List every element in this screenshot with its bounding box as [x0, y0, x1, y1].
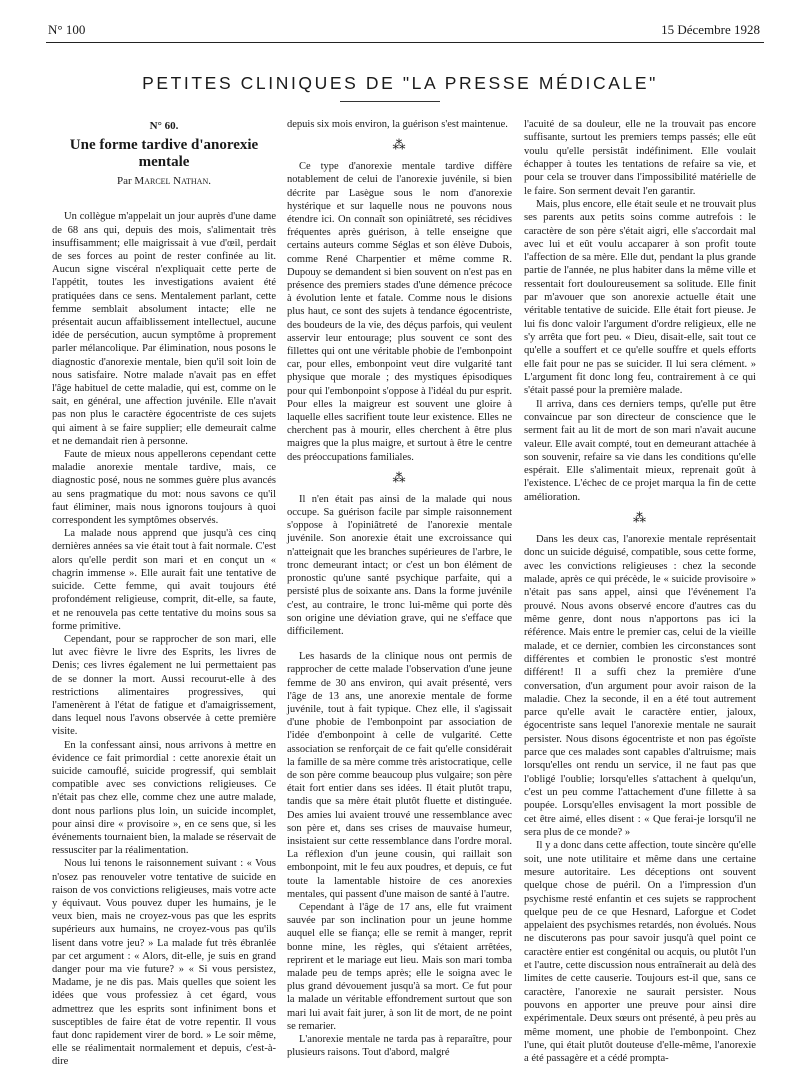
paragraph: Nous lui tenons le raisonnement suivant : « Vous n'osez pas renouveler votre tentative de suicide en raison de vos convictions religieuses, mais votre acte y équivaut. Vous pouvez duper les humains, je le veux bien, mais ne croyez-vous pas que les esprits supérieurs aux humains, ne croyez-vous pas qu'ils lisent dans votre jeu? » La malade fut très ébranlée par cet argument : « Alors, dit-elle, je suis en grand danger pour ma vie future? » « Si vous persistez, Madame, je ne dis pas. Mais quelles que soient les idées que vous professiez à cet égard, vous admettrez que les esprits sont infiniment bons et susceptibles de faire état de votre repentir. Il vous faut donc rapidement virer de bord. » Le soir même, elle se réalimentait normalement et depuis, c'est-à-dire [52, 858, 276, 1068]
article-number: N° 60. [149, 120, 179, 132]
column-3 [524, 118, 756, 1066]
column-1 [52, 118, 276, 1069]
paragraph: Faute de mieux nous appellerons cependant cette maladie anorexie mentale tardive, mais, ce diagnostic posé, nous ne sommes guère plus avancés au sens pragmatique du mot: nous savons ce qu'il faut éliminer, mais nous ignorons toujours à quoi correspondent les symptômes observés. [52, 449, 276, 527]
section-separator: ⁂ [392, 469, 407, 485]
paragraph: Cependant à l'âge de 17 ans, elle fut vraiment sauvée par son inclination pour un jeune homme auquel elle se fiança; elle se remit à manger, reprit bonne mine, les règles, qui s'étaient arrêtées, reprirent et le mariage eut lieu. Mais son mari tomba malade peu de temps après; elle le soigna avec le plus grand dévouement jusqu'à sa mort. Ce fut pour la malade un véritable effondrement surtout que son mari lui avait fait jurer, à son lit de mort, de ne point se remarier. [287, 901, 512, 1032]
paragraph: Les hasards de la clinique nous ont permis de rapprocher de cette malade l'observation d'une jeune femme de 30 ans environ, qui avait présenté, vers l'âge de 13 ans, une anorexie mentale de forme juvénile, tout à fait typique. Chez elle, il s'agissait d'une phobie de l'embonpoint par association de l'idée d'embonpoint à celle de vulgarité. Cette association se renforçait de ce fait qu'elle considérait la famille de sa mère comme très aristocratique, celle de son père comme beaucoup plus vulgaire; son père était fort entier dans ses idées. Il était plutôt trapu, tandis que sa mère était plutôt fluette et distinguée. Des amies lui avaient trouvé une ressemblance avec son père et, dans ses crises de mauvaise humeur, insistaient sur cette ressemblance dans l'ordre moral. La réflexion d'un jeune cousin, qui raillait son embonpoint, mit le feu aux poudres, et depuis, ce fut toute la lamentable histoire de ces anorexies mentales, qui passent d'une maison de santé à l'autre. [287, 651, 512, 900]
author-prefix: Par [117, 175, 132, 188]
banner-rule [340, 101, 440, 102]
paragraph: Cependant, pour se rapprocher de son mari, elle lut avec fièvre le livre des Esprits, les livres de Denis; ces livres également ne lui permettaient pas de se donner la mort. Aussi recourut-elle à des restrictions alimentaires progressives, qui l'amenèrent à l'état de fatigue et d'amaigrissement, dans lequel nous l'avons observée à cette première visite. [52, 633, 276, 738]
paragraph: Un collègue m'appelait un jour auprès d'une dame de 68 ans qui, depuis des mois, s'alimentait très insuffisamment; elle maigrissait à vue d'œil, perdait de ses forces au point de rester confinée au lit. Aucun signe viscéral n'expliquait cette perte de l'appétit, toutes les investigations avaient été pratiquées dans ce sens. Mentalement parlant, cette femme semblait absolument intacte; elle ne présentait aucun affaiblissement intellectuel, aucune idée de persécution, aucun symptôme à proprement parler mélancolique. Par élimination, nous posons le diagnostic d'anorexie mentale, bien qu'il soit loin de nous satisfaire. Notre malade n'avait pas en effet l'âge habituel de cette maladie, qui est, comme on le sait, en général, une affection juvénile. Elle n'avait pas non plus le caractère égocentriste de ces sujets qui aiment à se faire supplier; elle demeurait calme et ne demandait rien à personne. [52, 211, 276, 447]
author-name: Marcel Nathan. [134, 175, 211, 188]
paragraph: Dans les deux cas, l'anorexie mentale représentait donc un suicide déguisé, compatible, sous cette forme, avec les convictions religieuses : chez la seconde malade, après ce qui précède, le « suicide provisoire » n'était pas sans appel, ainsi que l'événement l'a prouvé. Nous avons observé encore d'autres cas du même genre, dont nous n'apportons pas ici la référence. Mais entre le premier cas, celui de la vieille malade, et ce dernier, combien les circonstances sont différentes et combien le pronostic s'est montré différent! Il a suffi chez la première d'une conversation, d'un argument pour avoir raison de la maladie. Chez la seconde, il en a été tout autrement parce qu'elle avait le caractère entier, jaloux, égocentriste sans lequel l'anorexie mentale ne saurait persister. Nous disons égocentriste et non pas égoïste parce que ces malades sont capables d'altruisme; mais lorsqu'elles ont rendu un service, il ne faut pas que l'obligé l'oublie; lorsqu'elles s'attachent à quelqu'un, c'est un peu comme l'attachement d'une fillette à sa poupée. Lorsqu'elles envisagent la mort possible de cet être aimé, elles disent : « Que ferai-je lorsqu'il ne sera plus de ce monde? » [524, 534, 756, 838]
paragraph: La malade nous apprend que jusqu'à ces cinq dernières années sa vie était tout à fait normale. C'est alors qu'elle perdit son mari et en conçut un « chagrin immense ». Elle aurait fait une tentative de suicide. Cette femme, qui avait toujours été profondément religieuse, comprit, dit-elle, sa faute, et ne renouvela pas cette tentative du moins sous sa forme primitive. [52, 528, 276, 632]
spacer [287, 638, 512, 650]
paragraph: Ce type d'anorexie mentale tardive diffère notablement de celui de l'anorexie juvénile, si bien décrite par Lasègue sous le nom d'anorexie hystérique et sur laquelle nous ne pouvons nous étendre ici. On connaît son opiniâtreté, ses récidives fréquentes après guérison, à telle enseigne que certains auteurs comme Séglas et son élève Dubois, comme René Charpentier et même comme R. Dupouy se demandent si bien souvent on n'est pas en présence des premiers stades d'une démence précoce à évolution lente et fatale. Comme nous le disions plus haut, ce sont des sujets à tendance égocentriste, des boudeurs de la vie, des déçus parfois, qui veulent asservir leur entourage; plus souvent ce sont des fillettes qui ont une véritable phobie de l'embonpoint car, pour elles, embonpoint veut dire vulgarité tant physique que morale ; des mystiques épisodiques pour qui l'embonpoint s'oppose à l'idéal du pur esprit. Pour elles la maigreur est souvent une gloire à laquelle elles sacrifient toute leur existence. Elles ne cherchent pas à mourir, elles cherchent à être plus maigres que la plus maigre, et surtout à être le centre des préoccupations familiales. [287, 161, 512, 463]
paragraph: Il y a donc dans cette affection, toute sincère qu'elle soit, une note utilitaire et même dans une certaine mesure autoritaire. Les déceptions ont souvent quelque chose de puéril. On a l'impression d'un psychisme resté enfantin et ces sujets se rapprochent quelque peu de ce que Hesnard, Laforgue et Codet appelaient des psychismes retardés, non évolués. Nous ne discuterons pas pour savoir jusqu'à quel point ce caractère entier est congénital ou acquis, ou plutôt l'un et l'autre, cette discussion nous entraînerait au delà des limites de cette causerie. Toujours est-il que, sans ce caractère, l'anorexie ne saurait persister. Nous pouvons en apporter une preuve pour ainsi dire expérimentale. Deux sœurs ont présenté, à peu près au même moment, une phobie de l'embonpoint. Chez l'une, qui était plutôt douteuse d'elle-même, l'anorexie a été passagère et a cédé prompta- [524, 840, 756, 1065]
section-separator: ⁂ [633, 510, 647, 526]
paragraph: En la confessant ainsi, nous arrivons à mettre en évidence ce fait primordial : cette anorexie était un suicide camouflé, suicide progressif, qui semblait compatible avec ses convictions religieuses. Ce n'était pas chez elle, comme chez une autre malade, dont nous parlions plus loin, un suicide incomplet, pour ainsi dire « provisoire », en ce sens que, si les événements tournaient bien, la malade se réservait de ressusciter par la réalimentation. [52, 739, 276, 857]
issue-date: 15 Décembre 1928 [661, 22, 760, 37]
top-rule [46, 42, 764, 43]
paragraph: depuis six mois environ, la guérison s'est maintenue. [287, 119, 508, 130]
article-title: Une forme tardive d'anorexie mentale [69, 137, 259, 171]
paragraph: l'acuité de sa douleur, elle ne la trouvait pas encore suffisante, surtout les premiers temps passés; elle eût voulu qu'elle persistât indéfiniment. Elle voulait échapper à toutes les tentations de refaire sa vie, et pour cela se trouver dans l'impossibilité matérielle de le faire. Son serment devait l'en garantir. [524, 119, 756, 197]
section-banner: PETITES CLINIQUES DE "LA PRESSE MÉDICALE" [142, 73, 658, 93]
paragraph: Mais, plus encore, elle était seule et ne trouvait plus ses parents aux petits soins comme autrefois : le caractère de son père s'était aigri, elle s'accordait mal avec lui et eût voulu accaparer à son profit toute l'affection de sa mère. Elle dut, pendant la plus grande partie de l'année, ne plus habiter dans la même ville et ressentait fort douloureusement sa solitude. Elle finit par m'avouer que son anorexie actuelle était une véritable tentative de suicide. Elle était fort pieuse. Je lui fis donc valoir l'argument d'ordre religieux, elle ne s'y arrêta que fort peu. « Dieu, disait-elle, sait tout ce qu'elle a souffert et ce qu'elle souffre et quels efforts elle fait pour ne pas se suicider. Il lui sera clément. » L'argument fit donc long feu, contrairement à ce qui s'était passé pour la première malade. [524, 198, 756, 397]
article-author [52, 175, 276, 188]
paragraph: Il arriva, dans ces derniers temps, qu'elle put être convaincue par son directeur de conscience que le serment fait au lit de mort de son mari n'avait aucune valeur. Elle avait compté, tout en demeurant attachée à son souvenir, refaire sa vie dans les conditions qu'elle espérait. Elle s'alimentait mieux, reprenait goût à l'existence. L'échec de ce projet marqua la fin de cette amélioration. [524, 398, 756, 503]
column-2 [287, 118, 512, 1059]
section-separator: ⁂ [392, 137, 407, 153]
paragraph: Il n'en était pas ainsi de la malade qui nous occupe. Sa guérison facile par simple raisonnement s'oppose à l'opiniâtreté de l'anorexie mentale juvénile. Son anorexie était une excroissance qui n'atteignait que les branches supérieures de l'arbre, le tronc demeurant intact; or c'est un bon élément de pronostic qu'une santé psychique parfaite, qui a persisté plus de soixante ans. Dans la forme juvénile c'est, au contraire, le tronc lui-même qui porte dès son origine une déviation grave, qui ne s'efface que difficilement. [287, 493, 512, 637]
paragraph: L'anorexie mentale ne tarda pas à reparaître, pour plusieurs raisons. Tout d'abord, malgré [287, 1034, 512, 1059]
issue-number: N° 100 [48, 22, 86, 37]
